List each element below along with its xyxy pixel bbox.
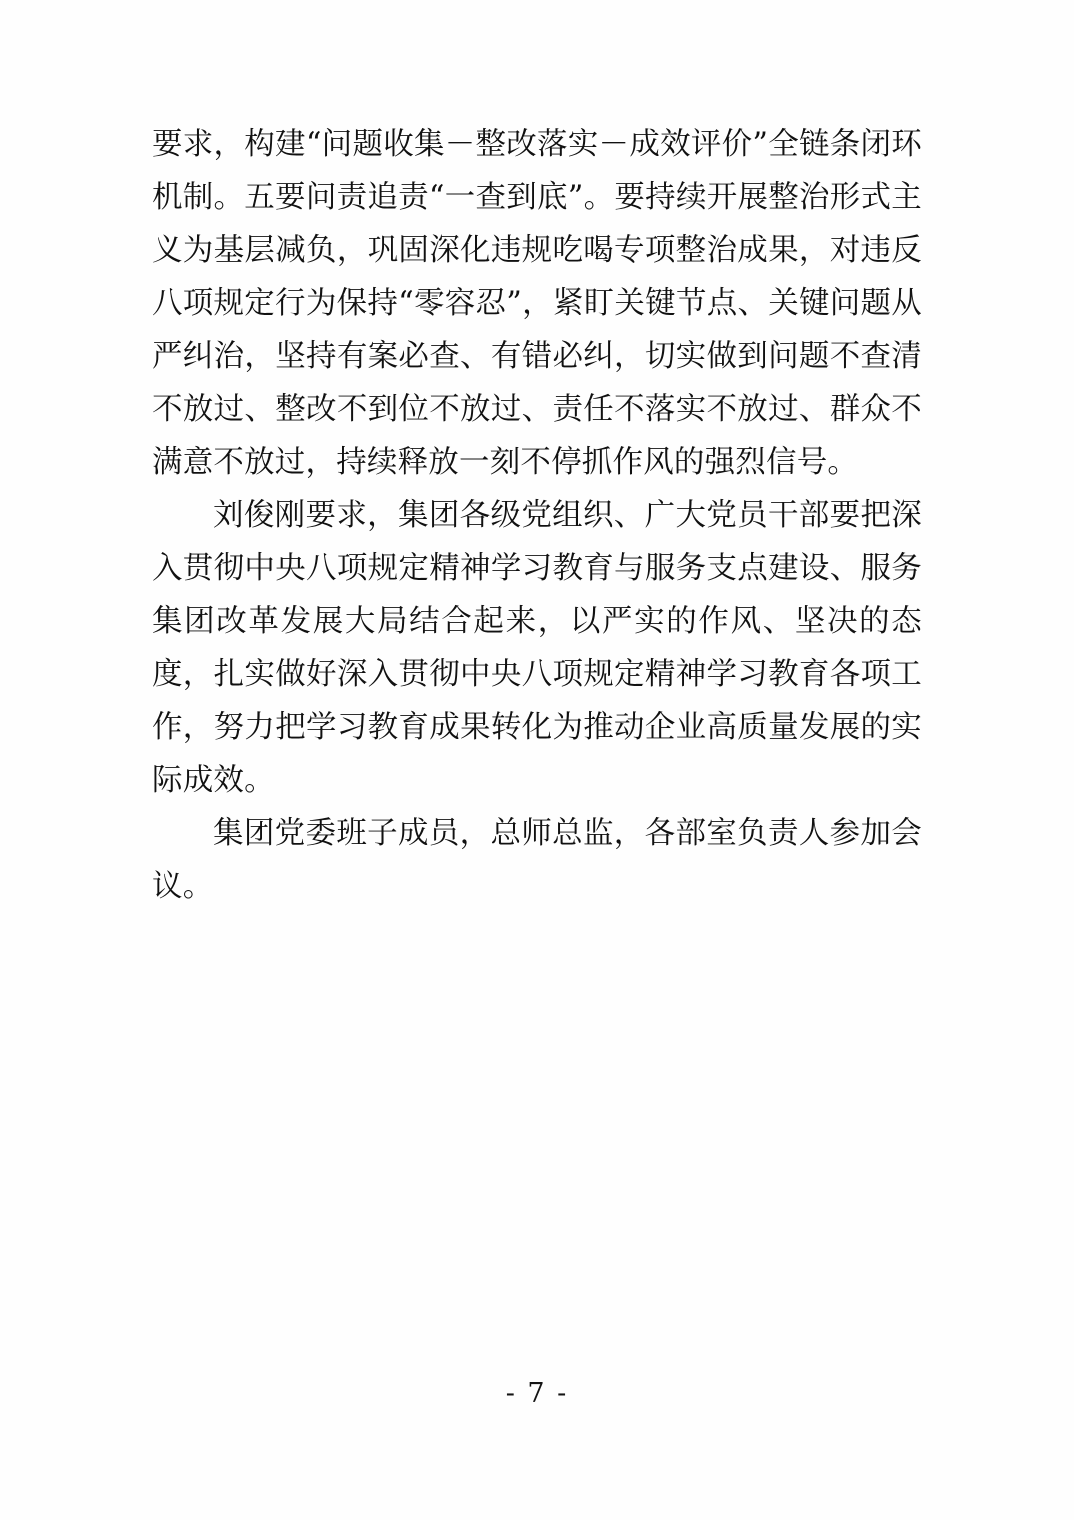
paragraph-1: 要求，构建“问题收集－整改落实－成效评价”全链条闭环机制。五要问责追责“一查到底”。要持续开展整治形式主义为基层减负，巩固深化违规吃喝专项整治成果，对违反八项规定行为保持“零容忍”，紧盯关键节点、关键问题从严纠治，坚持有案必查、有错必纠，切实做到问题不查清不放过、整改不到位不放过、责任不落实不放过、群众不满意不放过，持续释放一刻不停抓作风的强烈信号。 (152, 127, 922, 480)
page-number: - 7 - (505, 1378, 569, 1409)
page-footer (0, 1378, 1074, 1409)
paragraph-3: 集团党委班子成员，总师总监，各部室负责人参加会议。 (152, 816, 922, 904)
paragraph-2: 刘俊刚要求，集团各级党组织、广大党员干部要把深入贯彻中央八项规定精神学习教育与服务支点建设、服务集团改革发展大局结合起来，以严实的作风、坚决的态度，扎实做好深入贯彻中央八项规定精神学习教育各项工作，努力把学习教育成果转化为推动企业高质量发展的实际成效。 (152, 498, 922, 798)
document-body (152, 118, 922, 913)
